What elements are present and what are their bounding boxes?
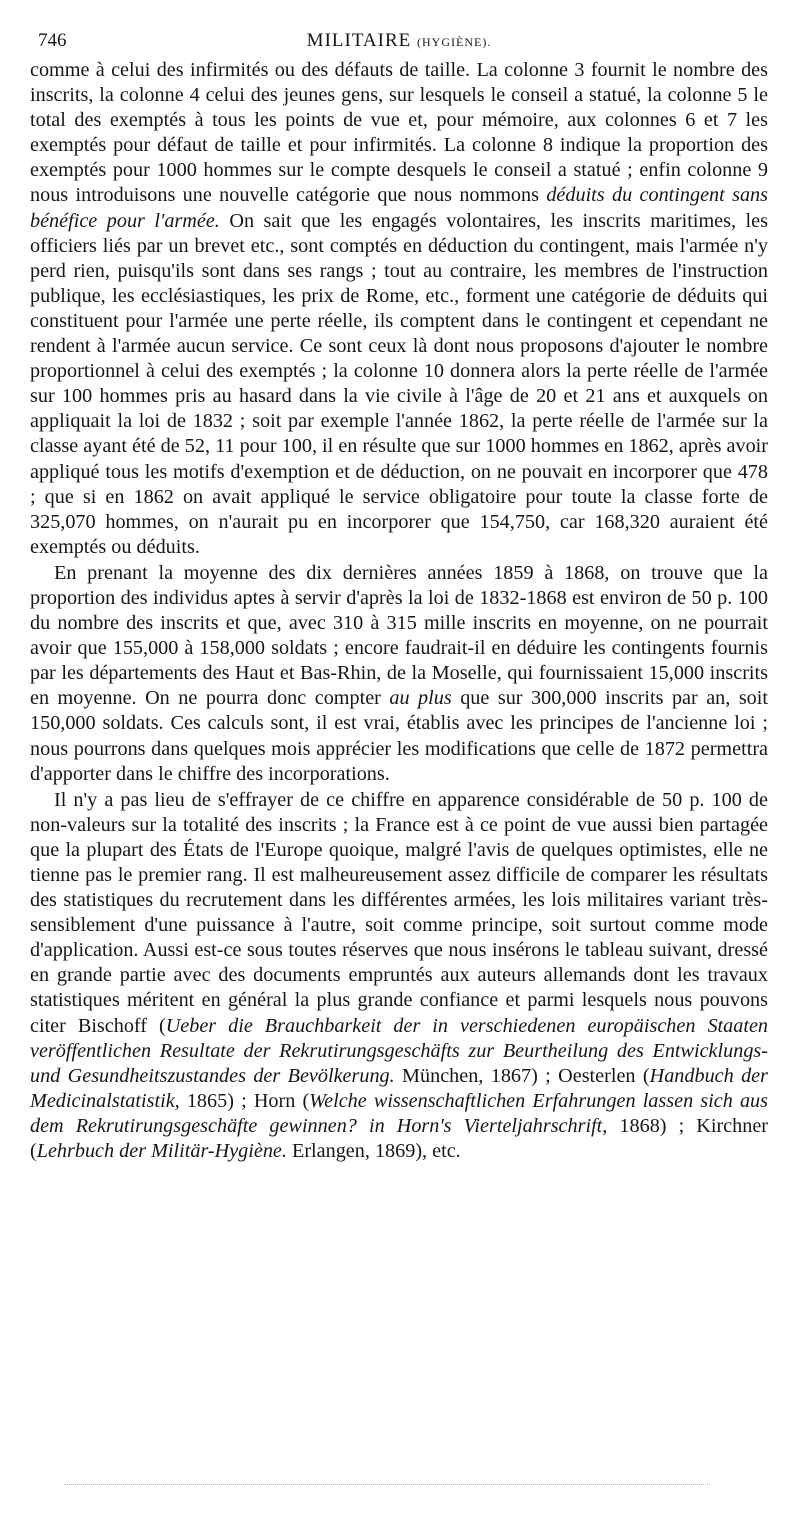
italic-run: Lehrbuch der Militär-Hygiène. [36,1140,287,1163]
paragraph-2 [30,561,768,787]
italic-run: au plus [389,687,452,710]
text-run: 1868) ; Kirchner ( [30,1114,769,1163]
text-run: On sait que les engagés volontaires, les inscrits maritimes, les officiers liés par un brevet etc., sont comptés en déduction du contingent, mais l'armée n'y perd rien, puisqu'ils sont dans ses rangs ; tout au contraire, les membres de l'instruction publique, les ecclésiastiques, les prix de Rome, etc., forment une catégorie de déduits qui constituent pour l'armée une perte réelle, ils comptent dans le contingent et cependant ne rendent à l'armée aucun service. Ce sont ceux là dont nous proposons d'ajouter le nombre proportionnel à celui des exemptés ; la colonne 10 donnera alors la perte réelle de l'armée sur 100 hommes pris au hasard dans la vie civile à l'âge de 20 et 21 ans et auxquels on appliquait la loi de 1832 ; soit par exemple l'année 1862, la perte réelle de l'armée sur la classe ayant été de 52, 11 pour 100, il en résulte que sur 1000 hommes en 1862, après avoir appliqué tous les motifs d'exemption et de déduction, on ne pouvait en incorporer que 478 ; que si en 1862 on avait appliqué le service obligatoire pour toute la classe forte de 325,070 hommes, on n'aurait pu en incorporer que 154,750, car 168,320 auraient été exemptés ou déduits. [30,209,768,558]
paragraph-3 [30,788,768,1164]
text-run: Il n'y a pas lieu de s'effrayer de ce chiffre en apparence considérable de 50 p. 100 de non-valeurs sur la totalité des inscrits ; la France est à ce point de vue aussi bien partagée que la plupart des États de l'Europe quoique, malgré l'avis de quelques optimistes, elle ne tienne pas le premier rang. Il est malheureusement assez difficile de comparer les résultats des statistiques du recrutement dans les différentes armées, les lois militaires variant très-sensiblement d'une puissance à l'autre, soit comme principe, soit surtout comme mode d'application. Aussi est-ce sous toutes réserves que nous insérons le tableau suivant, dressé en grande partie avec des documents empruntés aux auteurs allemands dont les travaux statistiques méritent en général la plus grande confiance et parmi lesquels nous pouvons citer Bischoff ( [30,788,768,1037]
text-run: Erlangen, 1869), etc. [286,1140,461,1163]
page-header [30,24,768,58]
italic-run: Welche wissenschaftlichen Erfahrungen lassen sich aus dem Rekrutirungsgeschäfte gewinnen? in Horn's Vierteljahrschrift, [30,1089,768,1137]
italic-run: Handbuch der Medicinalstatistik, [30,1064,768,1112]
italic-run: Ueber die Brauchbarkeit der in verschiedenen europäischen Staaten veröffentlichen Resultate der Rekrutirungsgeschäfts zur Beurtheilung des Entwicklungs- und Gesundheitszustandes der Bevölkerung. [30,1014,768,1087]
running-title-main: MILITAIRE [306,30,412,51]
text-run: München, 1867) ; Oesterlen ( [394,1064,650,1087]
text-run: que sur 300,000 inscrits par an, soit 150,000 soldats. Ces calculs sont, il est vrai, établis avec les principes de l'ancienne loi ; nous pourrons dans quelques mois apprécier les modifications que celle de 1872 permettra d'apporter dans le chiffre des incorporations. [30,687,768,785]
running-title-sub: (HYGIÈNE). [417,35,492,49]
text-run: comme à celui des infirmités ou des défauts de taille. La colonne 3 fournit le nombre des inscrits, la colonne 4 celui des jeunes gens, sur lesquels le conseil a statué, la colonne 5 le total des exemptés à tous les points de vue et, pour mémoire, aux colonnes 6 et 7 les exemptés pour défaut de taille et pour infirmités. La colonne 8 indique la proportion des exemptés pour 1000 hommes sur le compte desquels le conseil a statué ; enfin colonne 9 nous introduisons une nouvelle catégorie que nous nommons [30,59,768,207]
footer-rule [64,1484,710,1485]
body-text [30,58,768,1164]
italic-run: déduits du contingent sans bénéfice pour l'armée. [30,184,768,232]
text-run: En prenant la moyenne des dix dernières années 1859 à 1868, on trouve que la proportion des individus aptes à servir d'après la loi de 1832-1868 est environ de 50 p. 100 du nombre des inscrits et que, avec 310 à 315 mille inscrits en moyenne, on ne pourrait avoir que 155,000 à 158,000 soldats ; encore faudrait-il en déduire les contingents fournis par les départements des Haut et Bas-Rhin, de la Moselle, qui fournissaient 15,000 inscrits en moyenne. On ne pourra donc compter [30,561,768,710]
book-page [30,24,768,1164]
text-run: 1865) ; Horn ( [179,1089,310,1112]
page-number: 746 [38,30,67,51]
running-title [30,30,768,52]
paragraph-1 [30,58,768,560]
